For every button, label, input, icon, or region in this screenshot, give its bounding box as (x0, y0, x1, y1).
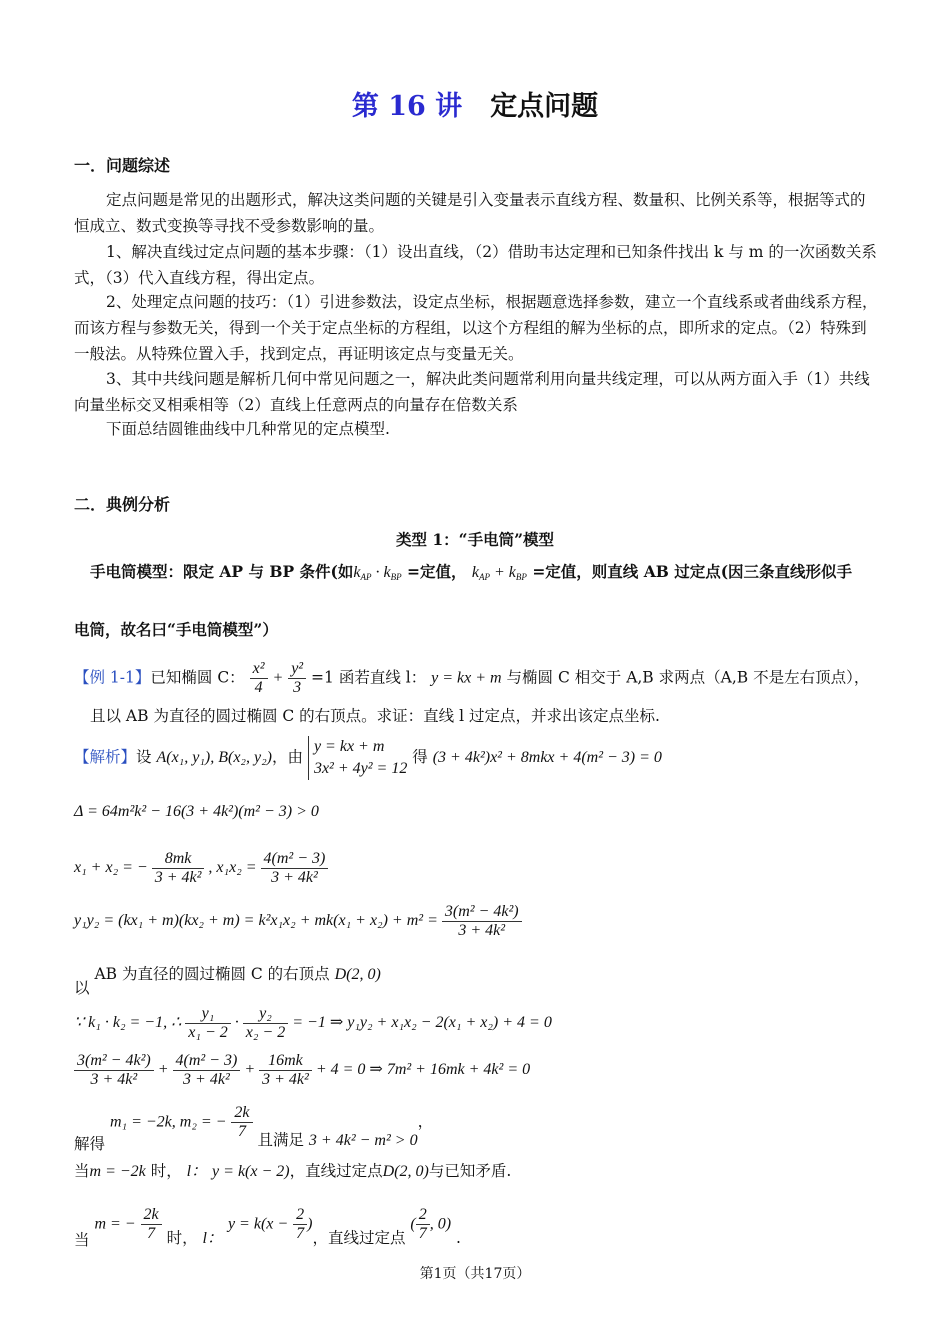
discriminant: Δ = 64m²k² − 16(3 + 4k²)(m² − 3) > 0 (74, 803, 319, 820)
section-1-heading: 一．问题综述 (74, 156, 171, 175)
circle-condition: 以 AB 为直径的圆过椭圆 C 的右顶点 D(2, 0) (74, 965, 381, 997)
ellipse-term-x: $\frac{\text{x²}}{4}$ (250, 660, 268, 697)
slope-product: ∵ k₁ · k₂ = −1, ∴ $\frac{\text{y₁}}{\text{x₁ − 2}}$ · $\frac{\text{y₂}}{\text{x₂ − 2}}$ = −1 ⇒ y₁y₂ + x₁x₂ − 2(x₁ + x₂) + 4 = 0 (74, 1005, 552, 1041)
solution-tag: 【解析】 (74, 748, 137, 766)
type-title: 类型 1：“手电筒”模型 (395, 530, 554, 549)
lecture-number: 第 16 讲 (351, 91, 463, 122)
model-definition-line1: 手电筒模型：限定 AP 与 BP 条件(如$k_{AP} \cdot k_{BP}$ =定值， $k_{AP} + k_{BP}$ =定值，则直线 AB 过定点(因三条直线形似手 (90, 562, 853, 582)
paragraph-collinear: 3、其中共线问题是解析几何中常见问题之一，解决此类问题常利用向量共线定理，可以从两方面入手（1）共线向量坐标交叉相乘相等（2）直线上任意两点的向量存在倍数关系 (74, 370, 870, 414)
ellipse-term-y: $\frac{\text{y²}}{3}$ (288, 660, 306, 697)
lecture-topic: 定点问题 (490, 91, 599, 122)
equation-system: y = kx + m 3x² + 4y² = 12 (308, 736, 407, 780)
example-statement: 【例 1-1】已知椭圆 C： $\frac{\text{x²}}{4}$ + $\frac{\text{y²}}{3}$ =1 函若直线 l： y = kx + m 与椭圆 C 相交于 A,B 求两点（A,B 不是左右顶点）， (74, 660, 870, 696)
substituted-equation: $\frac{\text{3(m² − 4k²)}}{\text{3 + 4k²}}$ + $\frac{\text{4(m² − 3)}}{\text{3 + 4k²}}$ + $\frac{16mk}{\text{3 + 4k²}}$ + 4 = 0 ⇒ 7m² + 16mk + 4k² = 0 (74, 1052, 530, 1089)
solution-setup: 【解析】设 A(x₁, y₁), B(x₂, y₂)，由 y = kx + m 3x² + 4y² = 12 得 (3 + 4k²)x² + 8mkx + 4(m² − 3) = 0 (74, 736, 662, 780)
page-footer: 第1页（共17页） (419, 1266, 531, 1282)
example-tag: 【例 1-1】 (74, 668, 151, 687)
roots-line: 解得 m₁ = −2k, m₂ = − $\frac{2k}{7}$ 且满足 3 + 4k² − m² > 0， (74, 1104, 434, 1153)
section-2-heading: 二．典例分析 (74, 495, 171, 514)
paragraph-summary: 下面总结圆锥曲线中几种常见的定点模型. (106, 420, 390, 438)
vieta-formulas: x₁ + x₂ = − $\frac{8mk}{\text{3 + 4k²}}$ , x₁x₂ = $\frac{\text{4(m² − 3)}}{\text{3 + 4k²}}$ (74, 850, 328, 887)
y-product: y₁y₂ = (kx₁ + m)(kx₂ + m) = k²x₁x₂ + mk(x₁ + x₂) + m² = $\frac{\text{3(m² − 4k²)}}{\text{3 + 4k²}}$ (74, 903, 522, 940)
paragraph-intro: 定点问题是常见的出题形式，解决这类问题的关键是引入变量表示直线方程、数量积、比例关系等，根据等式的恒成立、数式变换等寻找不受参数影响的量。 (74, 191, 866, 235)
case-one: 当m = −2k 时， l： y = k(x − 2)，直线过定点D(2, 0)与已知矛盾. (74, 1162, 512, 1180)
example-statement-cont: 且以 AB 为直径的圆过椭圆 C 的右顶点。求证：直线 l 过定点，并求出该定点坐标. (90, 707, 660, 725)
page-title (0, 84, 950, 123)
model-definition-line2: 电筒，故名曰“手电筒模型”） (74, 620, 278, 639)
line-equation: y = kx + m (431, 669, 502, 687)
case-two: 当 m = − $\frac{2k}{7}$ 时， l： y = k(x − $\frac{2}{7}$ )，直线过定点 ( $\frac{2}{7}$ , 0) . (74, 1206, 461, 1249)
paragraph-steps: 1、解决直线过定点问题的基本步骤：（1）设出直线，（2）借助韦达定理和已知条件找出 k 与 m 的一次函数关系式，（3）代入直线方程，得出定点。 (74, 243, 877, 287)
paragraph-techniques: 2、处理定点问题的技巧：（1）引进参数法，设定点坐标，根据题意选择参数，建立一个直线系或者曲线系方程，而该方程与参数无关，得到一个关于定点坐标的方程组，以这个方程组的解为坐标的点，即所求的定点。（2）特殊到一般法。从特殊位置入手，找到定点，再证明该定点与变量无关。 (74, 293, 878, 363)
